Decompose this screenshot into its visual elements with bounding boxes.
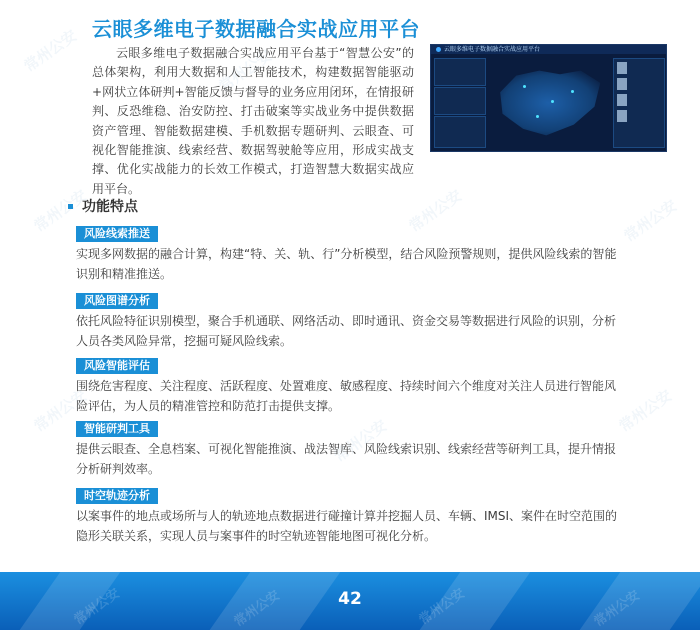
feature-description: 依托风险特征识别模型，聚合手机通联、网络活动、即时通讯、资金交易等数据进行风险的识别，分析人员各类风险异常，挖掘可疑风险线索。 xyxy=(76,314,617,348)
feature-description: 以案事件的地点或场所与人的轨迹地点数据进行碰撞计算并挖掘人员、车辆、IMSI、案件在时空范围的隐形关联关系，实现人员与案事件的时空轨迹智能地图可视化分析。 xyxy=(76,509,618,543)
person-thumbnail xyxy=(617,62,627,74)
screenshot-header xyxy=(431,45,666,54)
feature-tag: 风险智能评估 xyxy=(76,358,158,374)
feature-tag: 风险图谱分析 xyxy=(76,293,158,309)
watermark: 常州公安 xyxy=(416,586,468,629)
watermark: 常州公安 xyxy=(591,588,643,630)
feature-description: 实现多网数据的融合计算，构建“特、关、轨、行”分析模型，结合风险预警规则，提供风险线索的智能识别和精准推送。 xyxy=(76,247,617,281)
watermark: 常州公安 xyxy=(215,46,276,96)
bullet-icon xyxy=(68,204,73,209)
feature-tag: 智能研判工具 xyxy=(76,421,158,437)
page-number: 42 xyxy=(338,589,362,609)
intro-paragraph: 云眼多维电子数据融合实战应用平台基于“智慧公安”的总体架构，利用大数据和人工智能技术，构建数据智能驱动+网状立体研判+智能反馈与督导的业务应用闭环，在情报研判、反恐维稳、治安防控、打击破案等实战业务中提供数据资产管理、智能数据建模、手机数据专题研判、云眼查、可视化智能推演、线索经营、数据驾驶舱等应用，形成实战支撑、优化实战能力的长效工作模式，打造智慧大数据实战应用平台。 xyxy=(92,46,414,196)
watermark: 常州公安 xyxy=(231,588,283,630)
dashboard-panel xyxy=(434,87,486,115)
logo-icon xyxy=(436,47,441,52)
person-thumbnail xyxy=(617,78,627,90)
feature-tag: 时空轨迹分析 xyxy=(76,488,158,504)
map-marker xyxy=(551,100,554,103)
page-title: 云眼多维电子数据融合实战应用平台 xyxy=(92,17,420,41)
product-screenshot xyxy=(430,44,667,152)
dashboard-panel xyxy=(434,116,486,148)
feature-description: 围绕危害程度、关注程度、活跃程度、处置难度、敏感程度、持续时间六个维度对关注人员进行智能风险评估，为人员的精准管控和防范打击提供支撑。 xyxy=(76,379,617,413)
screenshot-title: 云眼多维电子数据融合实战应用平台 xyxy=(444,46,541,53)
watermark: 常州公安 xyxy=(620,196,681,246)
map-marker xyxy=(571,90,574,93)
watermark: 常州公安 xyxy=(30,386,91,436)
watermark: 常州公安 xyxy=(71,586,123,629)
person-thumbnail xyxy=(617,110,627,122)
feature-tag: 风险线索推送 xyxy=(76,226,158,242)
section-heading xyxy=(68,196,138,216)
watermark: 常州公安 xyxy=(30,186,91,236)
feature-description: 提供云眼查、全息档案、可视化智能推演、战法智库、风险线索识别、线索经营等研判工具，提升情报分析研判效率。 xyxy=(76,442,617,476)
dashboard-panel xyxy=(434,58,486,86)
section-heading-text: 功能特点 xyxy=(82,199,138,215)
watermark: 常州公安 xyxy=(405,186,466,236)
map-marker xyxy=(536,115,539,118)
watermark: 常州公安 xyxy=(615,386,676,436)
person-thumbnail xyxy=(617,94,627,106)
map-graphic xyxy=(491,67,606,139)
map-marker xyxy=(523,85,526,88)
watermark: 常州公安 xyxy=(20,26,81,76)
watermark: 常州公安 xyxy=(330,416,391,466)
